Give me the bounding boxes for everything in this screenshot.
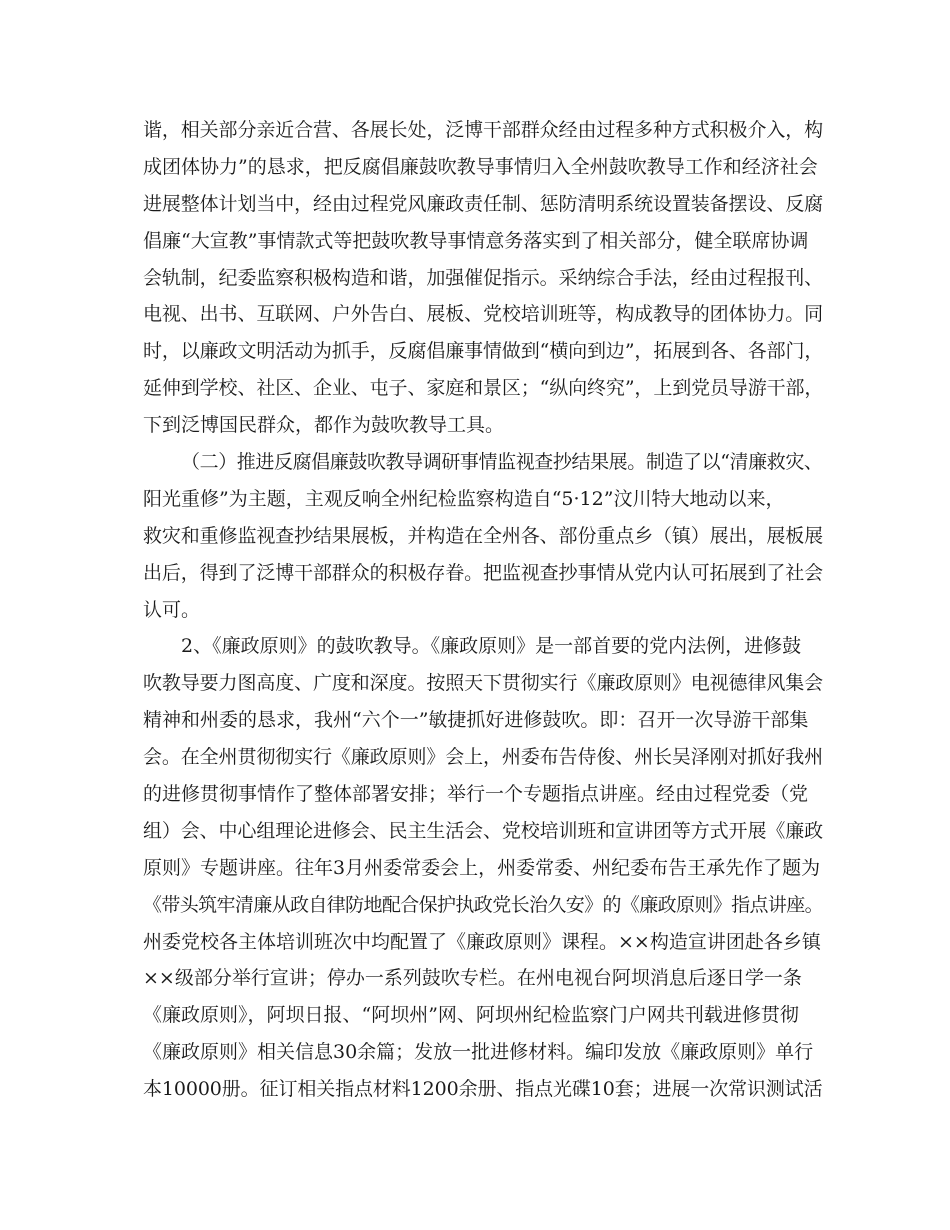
text-line: 《带头筑牢清廉从政自律防地配合保护执政党长治久安》的《廉政原则》指点讲座。 xyxy=(143,893,824,916)
text-line: 出后，得到了泛博干部群众的积极存眷。把监视查抄事情从党内认可拓展到了社会 xyxy=(143,561,824,584)
text-line: 倡廉“大宣教”事情款式等把鼓吹教导事情意务落实到了相关部分，健全联席协调 xyxy=(143,229,809,252)
text-line: 组）会、中心组理论进修会、民主生活会、党校培训班和宣讲团等方式开展《廉政 xyxy=(143,819,824,842)
text-line: ××级部分举行宣讲；停办一系列鼓吹专栏。在州电视台阿坝消息后逐日学一条 xyxy=(143,967,802,990)
text-line: 《廉政原则》相关信息30余篇；发放一批进修材料。编印发放《廉政原则》单行 xyxy=(143,1041,814,1064)
text-line: 州委党校各主体培训班次中均配置了《廉政原则》课程。××构造宣讲团赴各乡镇 xyxy=(143,930,821,953)
text-line: 成团体协力”的恳求，把反腐倡廉鼓吹教导事情归入全州鼓吹教导工作和经济社会 xyxy=(143,155,818,178)
text-line: 时，以廉政文明活动为抓手，反腐倡廉事情做到“横向到边”，拓展到各、各部门， xyxy=(143,340,824,363)
text-line: 的进修贯彻事情作了整体部署安排；举行一个专题指点讲座。经由过程党委（党 xyxy=(143,783,809,806)
paragraph xyxy=(143,628,823,1108)
paragraph xyxy=(143,112,823,444)
paragraph xyxy=(143,444,823,628)
text-line: （二）推进反腐倡廉鼓吹教导调研事情监视查抄结果展。制造了以“清廉救灾、 xyxy=(181,451,823,474)
document-body xyxy=(143,112,823,1108)
text-line: 延伸到学校、社区、企业、屯子、家庭和景区；“纵向终究”，上到党员导游干部， xyxy=(143,377,824,400)
text-line: 认可。 xyxy=(143,598,201,621)
text-line: 2、《廉政原则》的鼓吹教导。《廉政原则》是一部首要的党内法例，进修鼓 xyxy=(181,635,802,658)
text-line: 吹教导要力图高度、广度和深度。按照天下贯彻实行《廉政原则》电视德律风集会 xyxy=(143,672,824,695)
text-line: 本10000册。征订相关指点材料1200余册、指点光碟10套；进展一次常识测试活 xyxy=(143,1078,823,1101)
text-line: 《廉政原则》，阿坝日报、“阿坝州”网、阿坝州纪检监察门户网共刊载进修贯彻 xyxy=(143,1004,799,1027)
text-line: 会轨制，纪委监察积极构造和谐，加强催促指示。采纳综合手法，经由过程报刊、 xyxy=(143,266,824,289)
text-line: 阳光重修”为主题，主观反响全州纪检监察构造自“5·12”汶川特大地动以来， xyxy=(143,487,785,510)
text-line: 救灾和重修监视查抄结果展板，并构造在全州各、部份重点乡（镇）展出，展板展 xyxy=(143,524,824,547)
text-line: 精神和州委的恳求，我州“六个一”敏捷抓好进修鼓吹。即：召开一次导游干部集 xyxy=(143,709,809,732)
text-line: 电视、出书、互联网、户外告白、展板、党校培训班等，构成教导的团体协力。同 xyxy=(143,303,824,326)
text-line: 会。在全州贯彻彻实行《廉政原则》会上，州委布告侍俊、州长吴泽刚对抓好我州 xyxy=(143,746,824,769)
text-line: 谐，相关部分亲近合营、各展长处，泛博干部群众经由过程多种方式积极介入，构 xyxy=(143,119,824,141)
text-line: 下到泛博国民群众，都作为鼓吹教导工具。 xyxy=(143,414,505,437)
text-line: 进展整体计划当中，经由过程党风廉政责任制、惩防清明系统设置装备摆设、反腐 xyxy=(143,192,824,215)
text-line: 原则》专题讲座。往年3月州委常委会上，州委常委、州纪委布告王承先作了题为 xyxy=(143,856,821,879)
